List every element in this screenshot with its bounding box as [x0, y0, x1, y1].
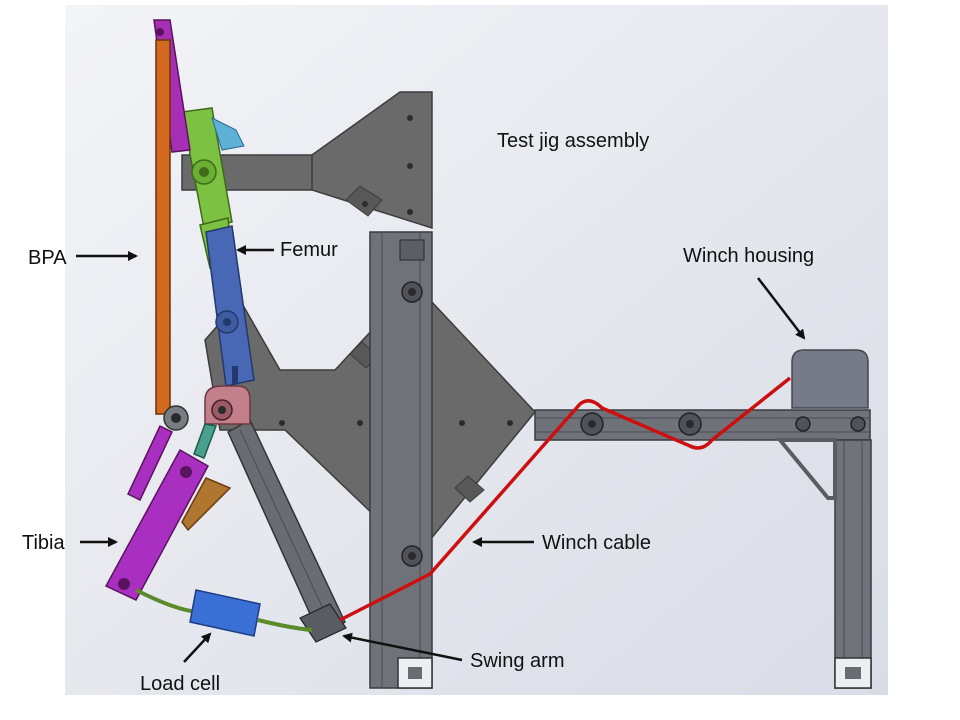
diagram-title: Test jig assembly: [497, 130, 650, 152]
horizontal-frame-beam: [535, 410, 870, 440]
vertical-frame-column: [370, 232, 432, 688]
label-swing-arm: Swing arm: [470, 650, 565, 672]
label-femur: Femur: [280, 239, 338, 261]
label-bpa: BPA: [28, 247, 67, 269]
label-tibia: Tibia: [22, 532, 65, 554]
label-winch-housing: Winch housing: [683, 245, 815, 267]
label-load-cell: Load cell: [140, 673, 221, 695]
winch-housing: [792, 350, 868, 408]
label-winch-cable: Winch cable: [542, 532, 651, 554]
